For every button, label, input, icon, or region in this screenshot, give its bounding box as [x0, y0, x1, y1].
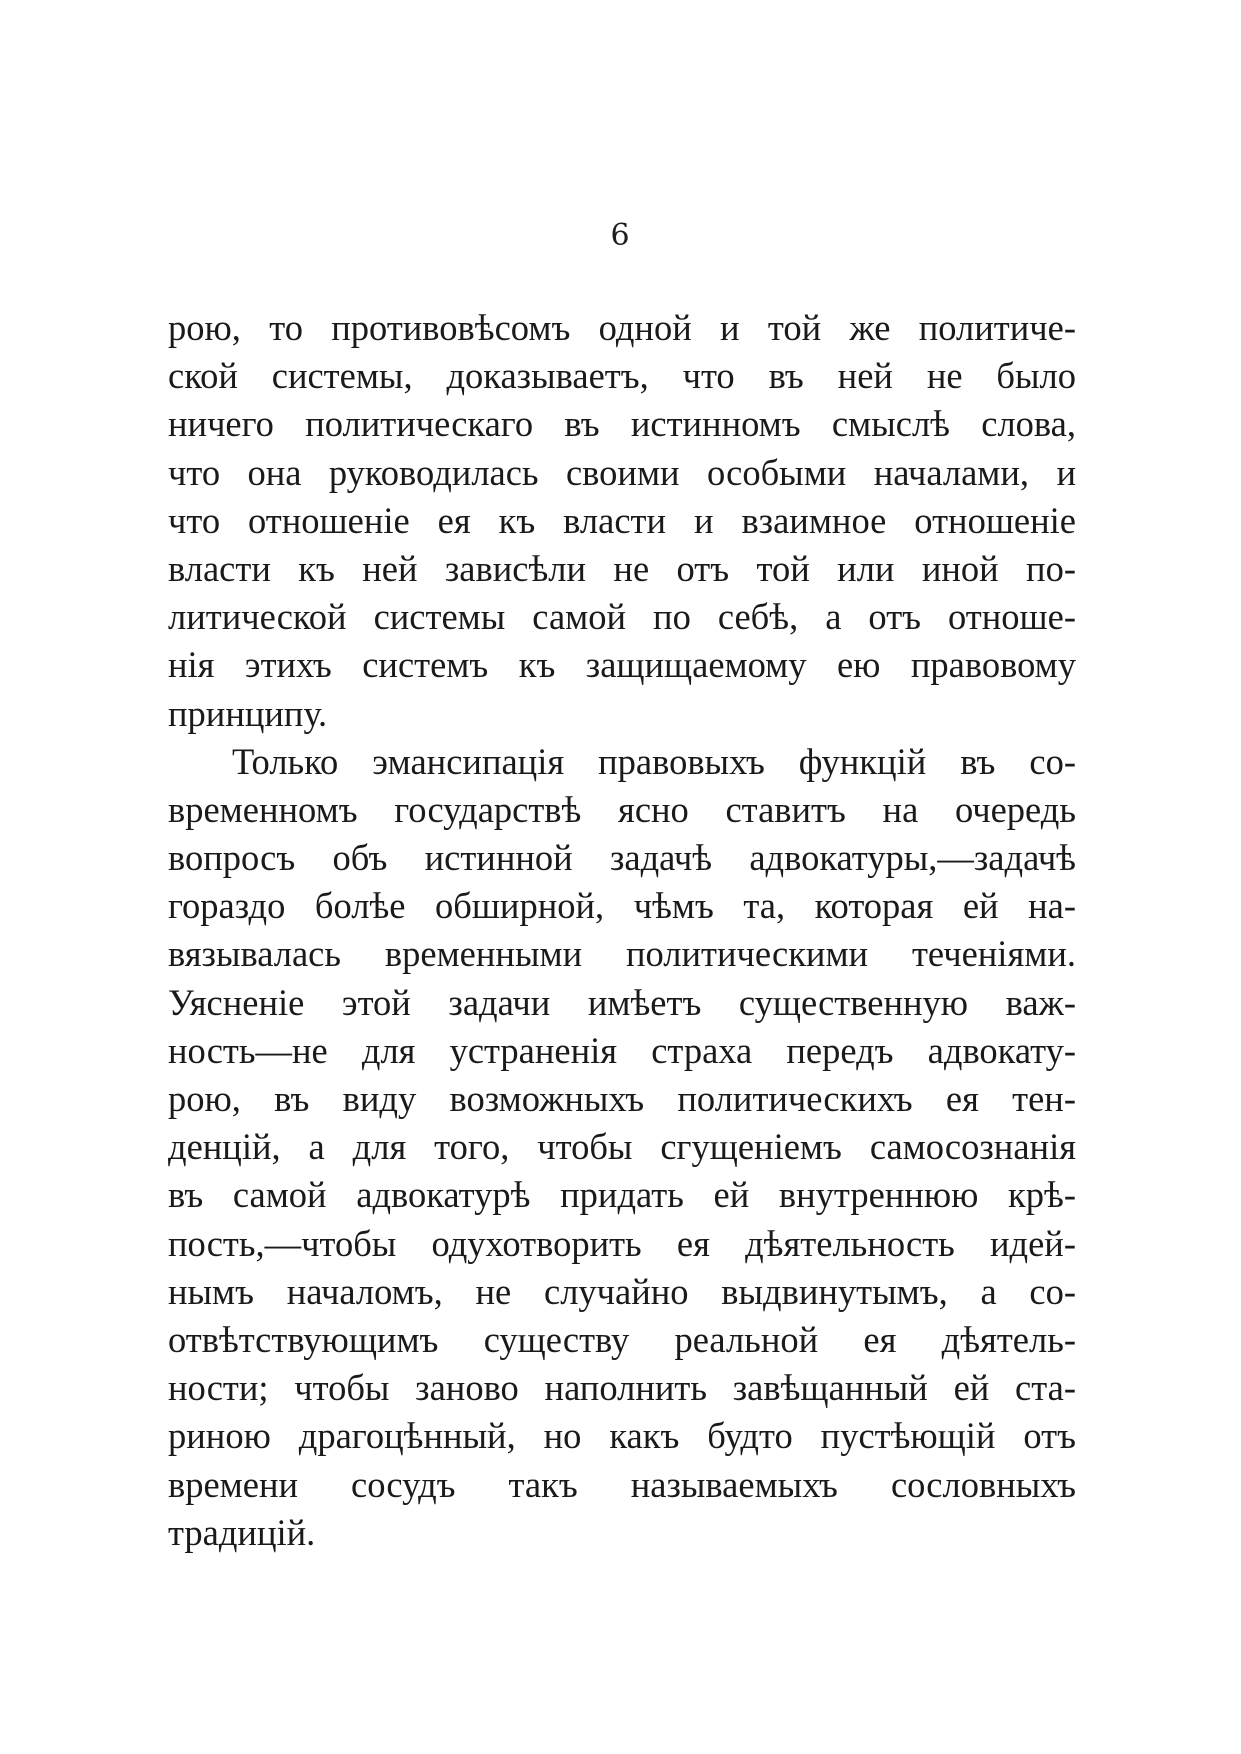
text-line: вязывалась временными политическими теченіями. — [168, 933, 1076, 975]
text-line: риною драгоцѣнный, но какъ будто пустѣющій отъ — [168, 1415, 1076, 1457]
text-line: ской системы, доказываетъ, что въ ней не было — [168, 355, 1076, 397]
text-line: пость,—чтобы одухотворить ея дѣятельность идей- — [168, 1222, 1076, 1264]
text-line: въ самой адвокатурѣ придать ей внутреннюю крѣ- — [168, 1174, 1076, 1216]
text-line: денцій, а для того, чтобы сгущеніемъ самосознанія — [168, 1126, 1076, 1168]
text-line: Уясненіе этой задачи имѣетъ существенную важ- — [168, 981, 1076, 1023]
paragraph-start-line: Только эмансипація правовыхъ функцій въ со- — [232, 740, 1076, 782]
text-line: ничего политическаго въ истинномъ смыслѣ слова, — [168, 403, 1076, 445]
text-line: что она руководилась своими особыми началами, и — [168, 451, 1076, 493]
text-line: нія этихъ системъ къ защищаемому ею правовому — [168, 644, 1076, 686]
text-line: ность—не для устраненія страха передъ адвокату- — [168, 1029, 1076, 1071]
paragraph-end-line: принципу. — [168, 692, 328, 734]
paragraph-end-line: традицій. — [168, 1511, 316, 1553]
text-line: временномъ государствѣ ясно ставитъ на очередь — [168, 788, 1076, 830]
text-line: времени сосудъ такъ называемыхъ сословныхъ — [168, 1463, 1076, 1505]
text-line: гораздо болѣе обширной, чѣмъ та, которая ей на- — [168, 885, 1076, 927]
text-line: власти къ ней зависѣли не отъ той или иной по- — [168, 547, 1076, 589]
text-line: рою, то противовѣсомъ одной и той же политиче- — [168, 307, 1076, 348]
page-number: 6 — [610, 218, 630, 253]
text-line: вопросъ объ истинной задачѣ адвокатуры,—задачѣ — [168, 837, 1076, 879]
text-line: отвѣтствующимъ существу реальной ея дѣятель- — [168, 1318, 1076, 1360]
text-line: ности; чтобы заново наполнить завѣщанный ей ста- — [168, 1367, 1076, 1409]
text-line: что отношеніе ея къ власти и взаимное отношеніе — [168, 499, 1076, 541]
body-text — [168, 304, 1076, 1557]
text-line: рою, въ виду возможныхъ политическихъ ея тен- — [168, 1078, 1076, 1119]
text-line: нымъ началомъ, не случайно выдвинутымъ, а со- — [168, 1270, 1076, 1312]
text-line: литической системы самой по себѣ, а отъ отноше- — [168, 596, 1076, 638]
